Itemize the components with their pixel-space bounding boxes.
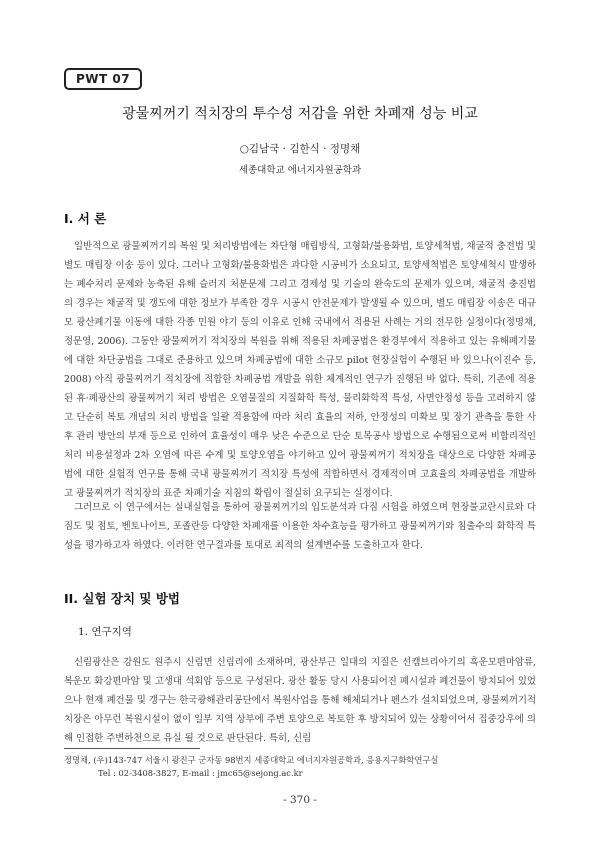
author-affiliation: 세종대학교 에너지자원공학과 bbox=[238, 165, 362, 176]
footnote-address: 정명채, (우)143-747 서울시 광진구 군자동 98번지 세종대학교 에너지자원공학과, 응용지구화학연구실 bbox=[64, 755, 439, 765]
section-heading-introduction: I. 서 론 bbox=[64, 211, 107, 226]
methods-paragraph-1: 신림광산은 강원도 원주시 신림면 신림리에 소재하며, 광산부근 일대의 지질은 선캠브리아기의 흑운모편마암류, 복운모 화강편마암 및 고생대 석회암 등으로 구성된다. 광산 활동 당시 사용되어진 폐시설과 폐건물이 방치되어 있었으나 현재 폐건물 및 갱구는 한국광해관리공단에서 복원사업을 통해 해체되거나 펜스가 설치되었으며, 광물찌꺼기적치장은 아무런 복원시설이 없이 일부 지역 상부에 주변 토양으로 복토한 후 방치되어 있는 상황이어서 집중강우에 의해 인접한 주변하천으로 유실 될 것으로 판단된다. 특히, 신림 bbox=[64, 657, 536, 744]
author-list: ○김남국 · 김한식 · 정명채 bbox=[239, 143, 361, 155]
intro-paragraph-2: 그러므로 이 연구에서는 실내실험을 통하여 광물찌꺼기의 입도분석과 다짐 시험을 하였으며 현장불교란시료와 다짐도 및 점토, 벤토나이트, 포졸란등 다양한 차폐재를 이용한 차수효능을 평가하고 광물찌꺼기와 침출수의 화학적 특성을 평가하고자 하였다. 이러한 연구결과를 토대로 최적의 설계변수를 도출하고자 한다. bbox=[64, 502, 536, 551]
footnote-contact: Tel : 02-3408-3827, E-mail : jmc65@sejong.ac.kr bbox=[98, 768, 303, 778]
page-number: - 370 - bbox=[283, 794, 317, 806]
session-code-badge: PWT 07 bbox=[64, 68, 142, 90]
corresponding-author-footnote bbox=[64, 754, 438, 780]
paper-title: 광물찌꺼기 적치장의 투수성 저감을 위한 차폐재 성능 비교 bbox=[122, 106, 478, 122]
section-heading-methods: II. 실험 장치 및 방법 bbox=[64, 591, 180, 606]
subsection-heading-study-area: 1. 연구지역 bbox=[78, 626, 132, 638]
intro-paragraph-1: 일반적으로 광물찌꺼기의 복원 및 처리방법에는 차단형 매립방식, 고형화/불용화법, 토양세척법, 채굴적 충전법 및 별도 매립장 이송 등이 있다. 그러나 고형화/불용화법은 과다한 시공비가 소요되고, 토양세척법은 토양세척시 발생하는 폐수처리 문제와 농축된 유해 슬러지 처분문제 그리고 경제성 및 기술의 완숙도의 문제가 있으며, 채굴적 충진법의 경우는 채굴적 및 갱도에 대한 정보가 부족한 경우 시공시 안전문제가 발생될 수 있으며, 별도 매립장 이송은 대규모 광산폐기물 이동에 대한 각종 민원 야기 등의 이유로 인해 국내에서 적용된 사례는 거의 전무한 실정이다(정명채, 정문영, 2006). 그동안 광물찌꺼기 적치장의 복원을 위해 적용된 차폐공법은 환경부에서 적용하고 있는 유해폐기물에 대한 차단공법을 그대로 준용하고 있으며 차폐공법에 대한 소규모 pilot 현장실험이 수행된 바 있으나(이진수 등, 2008) 아직 광물찌꺼기 적치장에 적합한 차폐공법 개발을 위한 체계적인 연구가 진행된 바 없다. 특히, 기존에 적용된 휴·폐광산의 광물찌꺼기 처리 방법은 오염물질의 지질화학 특성, 물리화학적 특성, 사면안정성 등을 고려하지 않고 단순히 복토 개념의 처리 방법을 일괄 적용함에 따라 처리 효율의 저하, 안정성의 미확보 및 장기 관측을 통한 사후 관리 방안의 부재 등으로 인하여 효율성이 매우 낮은 수준으로 단순 토목공사 방법으로 수행됨으로써 비합리적인 처리 비용설정과 2차 오염에 따른 수계 및 토양오염을 야기하고 있어 광물찌꺼기 적치장을 대상으로 다양한 차폐공법에 대한 실험적 연구를 통해 국내 광물찌꺼기 적치장 특성에 적합하면서 경제적이며 고효율의 차폐공법을 개발하고 광물찌꺼기 적치장의 표준 차폐기술 지침의 확립이 절실히 요구되는 실정이다. bbox=[64, 241, 536, 499]
footnote-divider bbox=[64, 748, 200, 749]
